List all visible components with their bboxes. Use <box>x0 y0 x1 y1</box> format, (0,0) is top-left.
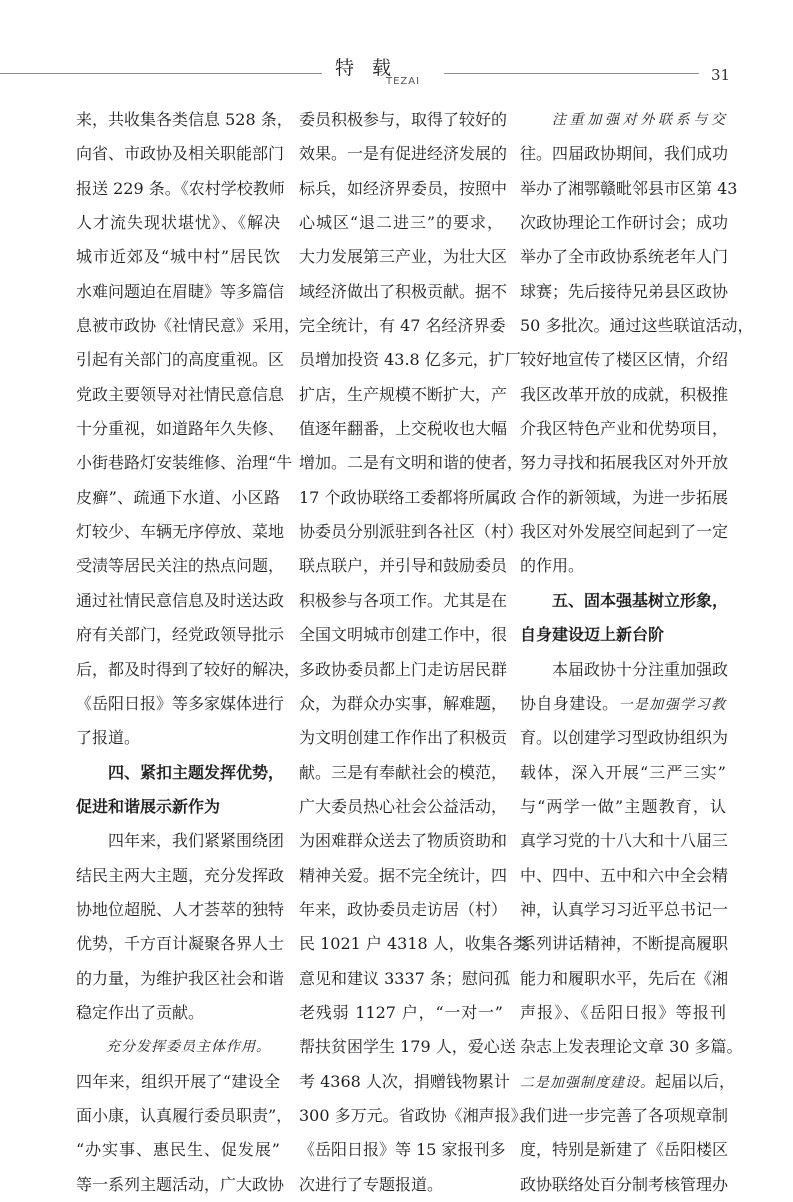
text-line: 大力发展第三产业，为壮大区 <box>299 247 508 267</box>
text-line: 较好地宣传了楼区区情，介绍 <box>520 350 729 370</box>
subheading-italic-inline: 二是加强制度建设。 <box>520 1074 655 1091</box>
text-line: 帮扶贫困学生 179 人，爱心送 <box>299 1037 516 1057</box>
section-heading-5: 五、固本强基树立形象， <box>552 590 729 610</box>
text-line: 声报》、《岳阳日报》等报刊 <box>520 1002 726 1022</box>
text-line: 的作用。 <box>520 556 585 576</box>
text-line: 考 4368 人次，捐赠钱物累计 <box>299 1071 510 1091</box>
subheading-italic: 充分发挥委员主体作用。 <box>106 1039 271 1056</box>
text-line: 等一系列主题活动，广大政协 <box>76 1174 285 1194</box>
text-line: 献。三是有奉献社会的模范， <box>299 762 508 782</box>
text-line: 介我区特色产业和优势项目， <box>520 419 729 439</box>
section-heading-4-cont: 促进和谐展示新作为 <box>76 796 221 816</box>
text-line: 真学习党的十八大和十八届三 <box>520 831 729 851</box>
text-line: 《岳阳日报》等 15 家报刊多 <box>299 1140 506 1160</box>
text-line: 广大委员热心社会公益活动， <box>299 796 508 816</box>
text-line: 17 个政协联络工委都将所属政 <box>299 487 517 507</box>
text-line: 协地位超脱、人才荟萃的独特 <box>76 899 285 919</box>
text-line: 党政主要领导对社情民意信息 <box>76 384 285 404</box>
text-line: 域经济做出了积极贡献。据不 <box>299 281 508 301</box>
text-line: 皮癣”、疏通下水道、小区路 <box>76 487 280 507</box>
text-line: 本届政协十分注重加强政 <box>552 659 729 679</box>
text-line: 300 多万元。省政协《湘声报》、 <box>299 1105 535 1125</box>
section-heading-4: 四、紧扣主题发挥优势， <box>108 762 285 782</box>
text-line: 标兵，如经济界委员，按照中 <box>299 178 508 198</box>
text-line: 了报道。 <box>76 728 141 748</box>
text-line: 能力和履职水平，先后在《湘 <box>520 968 729 988</box>
header-rule-right <box>444 73 699 74</box>
text-line: 委员积极参与，取得了较好的 <box>299 110 508 129</box>
text-line: 值逐年翻番，上交税收也大幅 <box>299 419 508 439</box>
subheading-italic: 注重加强对外联系与交 <box>552 112 726 128</box>
text-line: 老残弱 1127 户，“一对一” <box>299 1002 503 1022</box>
text-line: 结民主两大主题，充分发挥政 <box>76 865 285 885</box>
text-line: 来，共收集各类信息 528 条， <box>76 110 293 129</box>
text-line: 多政协委员都上门走访居民群 <box>299 659 508 679</box>
text-line: 灯较少、车辆无序停放、菜地 <box>76 522 285 542</box>
text-line: 系列讲话精神，不断提高履职 <box>520 934 729 954</box>
text-line: 完全统计，有 47 名经济界委 <box>299 316 506 336</box>
text-line: 人才流失现状堪忧》、《解决 <box>76 213 280 233</box>
text-line: 为文明创建工作作出了积极贡 <box>299 728 508 748</box>
text-line: 合作的新领域，为进一步拓展 <box>520 487 729 507</box>
text-line: 十分重视，如道路年久失修、 <box>76 419 285 439</box>
text-line: 育。以创建学习型政协组织为 <box>520 728 729 748</box>
text-line: 优势，千方百计凝聚各界人士 <box>76 934 285 954</box>
text-line: 府有关部门，经党政领导批示 <box>76 625 285 645</box>
text-line: 为困难群众送去了物质资助和 <box>299 831 508 851</box>
text-line: 50 多批次。通过这些联谊活动， <box>520 316 754 336</box>
text-line: 度，特别是新建了《岳阳楼区 <box>520 1140 729 1160</box>
text-line: 与“两学一做”主题教育，认 <box>520 796 726 816</box>
text-line: 四年来，组织开展了“建设全 <box>76 1071 280 1091</box>
text-line: 民 1021 户 4318 人，收集各类 <box>299 934 529 954</box>
text-line: 球赛；先后接待兄弟县区政协 <box>520 281 729 301</box>
text-line: 神，认真学习习近平总书记一 <box>520 899 729 919</box>
text-line: 我区对外发展空间起到了一定 <box>520 522 729 542</box>
text-line: 政协联络处百分制考核管理办 <box>520 1174 729 1194</box>
text-line: 息被市政协《社情民意》采用， <box>76 316 301 336</box>
text-line: 城市近郊及“城中村”居民饮 <box>76 247 280 267</box>
text-line: 员增加投资 43.8 亿多元，扩厂 <box>299 350 521 370</box>
text-line: 次政协理论工作研讨会；成功 <box>520 213 729 233</box>
text-line: 举办了全市政协系统老年人门 <box>520 247 729 267</box>
text-line: 向省、市政协及相关职能部门 <box>76 144 285 164</box>
text-line: “办实事、惠民生、促发展” <box>76 1140 280 1160</box>
text-column-3 <box>520 103 754 1202</box>
header-rule-left <box>0 73 322 74</box>
text-line: 的力量，为维护我区社会和谐 <box>76 968 285 988</box>
text-column-2 <box>299 103 535 1202</box>
text-line: 杂志上发表理论文章 30 多篇。 <box>520 1037 743 1057</box>
section-subtitle: TEZAI <box>386 76 421 87</box>
section-heading-5-cont: 自身建设迈上新台阶 <box>520 625 665 645</box>
text-line: 我们进一步完善了各项规章制 <box>520 1105 729 1125</box>
text-line-mixed <box>520 687 726 721</box>
text-line: 往。四届政协期间，我们成功 <box>520 144 729 164</box>
text-line: 受渍等居民关注的热点问题， <box>76 556 285 576</box>
section-title: 特 载 <box>334 57 398 79</box>
text-line: 精神关爱。据不完全统计，四 <box>299 865 508 885</box>
text-line: 报送 229 条。《农村学校教师 <box>76 178 285 198</box>
text-line: 心城区“退二进三”的要求， <box>299 213 503 233</box>
text-line: 稳定作出了贡献。 <box>76 1002 205 1022</box>
text-line: 联点联户，并引导和鼓励委员 <box>299 556 508 576</box>
subheading-italic-inline: 一是加强学习教 <box>618 696 726 713</box>
text-line-mixed <box>520 1065 736 1099</box>
text-line: 年来，政协委员走访居（村） <box>299 899 508 919</box>
text-line: 积极参与各项工作。尤其是在 <box>299 590 508 610</box>
text-line: 次进行了专题报道。 <box>299 1174 444 1194</box>
text-line: 小街巷路灯安装维修、治理“牛 <box>76 453 293 473</box>
text-line: 《岳阳日报》等多家媒体进行 <box>76 693 285 713</box>
text-line: 增加。二是有文明和谐的使者， <box>299 453 524 473</box>
text-line: 面小康，认真履行委员职责”， <box>76 1105 293 1125</box>
text-line: 后，都及时得到了较好的解决， <box>76 659 301 679</box>
text-line: 水难问题迫在眉睫》等多篇信 <box>76 281 285 301</box>
text-column-1 <box>76 103 301 1202</box>
text-line: 通过社情民意信息及时送达政 <box>76 590 285 610</box>
text-line: 扩店，生产规模不断扩大，产 <box>299 384 508 404</box>
text-line: 我区改革开放的成就，积极推 <box>520 384 729 404</box>
text-run: 协自身建设。 <box>520 693 619 713</box>
text-line: 努力寻找和拓展我区对外开放 <box>520 453 729 473</box>
page-number: 31 <box>711 66 731 84</box>
text-line: 四年来，我们紧紧围绕团 <box>108 831 285 851</box>
text-line: 众，为群众办实事，解难题， <box>299 693 508 713</box>
text-line: 协委员分别派驻到各社区（村） <box>299 522 524 542</box>
text-line: 载体，深入开展“三严三实” <box>520 762 726 782</box>
text-line: 引起有关部门的高度重视。区 <box>76 350 285 370</box>
text-line: 举办了湘鄂赣毗邻县市区第 43 <box>520 178 738 198</box>
text-run: 起届以后， <box>655 1071 736 1091</box>
text-line: 效果。一是有促进经济发展的 <box>299 144 508 164</box>
text-line: 意见和建议 3337 条；慰问孤 <box>299 968 510 988</box>
text-line: 中、四中、五中和六中全会精 <box>520 865 729 885</box>
text-line: 全国文明城市创建工作中，很 <box>299 625 508 645</box>
